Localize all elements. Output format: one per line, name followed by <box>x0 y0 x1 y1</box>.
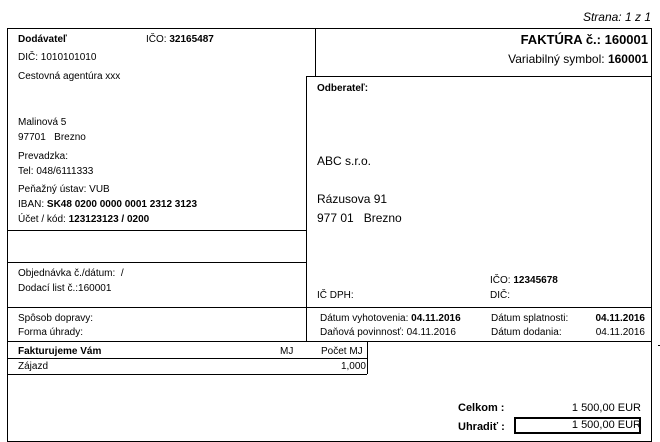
customer-box-left <box>306 76 307 341</box>
issue-date <box>320 313 461 324</box>
page-counter: Strana: 1 z 1 <box>582 10 651 24</box>
supplier-dic: DIČ: 1010101010 <box>18 52 97 63</box>
item-description: Zájazd <box>18 361 49 372</box>
variable-symbol-value: 160001 <box>607 52 648 66</box>
customer-ico-value: 12345678 <box>513 275 558 286</box>
supplier-street: Malinová 5 <box>18 117 67 128</box>
amount-due-value: 1 500,00 EUR <box>571 419 641 431</box>
supplier-branch: Prevadzka: <box>18 151 69 162</box>
tax-date <box>320 327 456 338</box>
items-top <box>7 341 652 342</box>
supplier-account-label: Účet / kód: <box>18 214 66 225</box>
header-divider <box>315 28 316 76</box>
supplier-city: 97701 Brezno <box>18 132 86 143</box>
frame-top <box>7 28 652 29</box>
supplier-account-value: 123123123 / 0200 <box>68 214 150 225</box>
supplier-phone: Tel: 048/6111333 <box>18 166 94 177</box>
order-divider-top <box>7 262 306 263</box>
supplier-ico-label: IČO: <box>146 34 167 45</box>
customer-icdph: IČ DPH: <box>317 290 354 301</box>
customer-city: 977 01 Brezno <box>317 211 402 225</box>
tax-date-label: Daňová povinnosť: <box>320 327 404 338</box>
supplier-iban-label: IBAN: <box>18 199 45 210</box>
frame-left <box>7 28 8 442</box>
supplier-iban <box>18 199 197 210</box>
total-value: 1 500,00 EUR <box>571 402 641 414</box>
supplier-heading: Dodávateľ <box>18 34 67 45</box>
issue-date-label: Dátum vyhotovenia: <box>320 313 409 324</box>
bank-divider <box>7 230 306 231</box>
due-date-value: 04.11.2016 <box>595 313 645 324</box>
due-date-label: Dátum splatnosti: <box>491 313 569 324</box>
order-reference: Objednávka č./dátum: / <box>18 268 124 279</box>
delivery-note: Dodací list č.:160001 <box>18 283 112 294</box>
customer-name: ABC s.r.o. <box>317 154 372 168</box>
delivery-date-label: Dátum dodania: <box>491 327 562 338</box>
invoice-number: 160001 <box>604 32 648 47</box>
items-row-underline <box>7 374 367 375</box>
supplier-ico <box>146 34 214 45</box>
items-header-unit: MJ <box>280 346 294 357</box>
invoice-title-label: FAKTÚRA č.: <box>520 32 601 47</box>
supplier-iban-value: SK48 0200 0000 0001 2312 3123 <box>46 199 198 210</box>
items-column-divider <box>367 341 368 374</box>
supplier-ico-value: 32165487 <box>169 34 214 45</box>
customer-heading: Odberateľ: <box>317 83 369 94</box>
supplier-account <box>18 214 149 225</box>
amount-due-label: Uhradiť : <box>458 421 505 433</box>
supplier-bank: Peňažný ústav: VUB <box>18 184 110 195</box>
items-header-quantity: Počet MJ <box>321 346 363 357</box>
payment-method: Forma úhrady: <box>18 327 84 338</box>
shipping-method: Spôsob dopravy: <box>18 313 94 324</box>
items-header-underline <box>7 358 367 359</box>
variable-symbol <box>508 52 648 66</box>
issue-date-value: 04.11.2016 <box>411 313 461 324</box>
tax-date-value: 04.11.2016 <box>406 327 456 338</box>
variable-symbol-label: Variabilný symbol: <box>508 52 605 66</box>
customer-ico-label: IČO: <box>490 275 511 286</box>
frame-right <box>651 28 652 442</box>
items-header-description: Fakturujeme Vám <box>18 346 102 357</box>
customer-ico <box>490 275 558 286</box>
supplier-name: Cestovná agentúra xxx <box>18 71 121 82</box>
customer-street: Rázusova 91 <box>317 192 388 206</box>
customer-dic: DIČ: <box>490 290 510 301</box>
total-label: Celkom : <box>458 402 505 414</box>
invoice-title <box>521 32 648 47</box>
customer-box-top <box>306 76 652 77</box>
item-quantity: 1,000 <box>340 361 366 372</box>
order-divider-bottom <box>7 307 652 308</box>
delivery-date-value: 04.11.2016 <box>595 327 645 338</box>
